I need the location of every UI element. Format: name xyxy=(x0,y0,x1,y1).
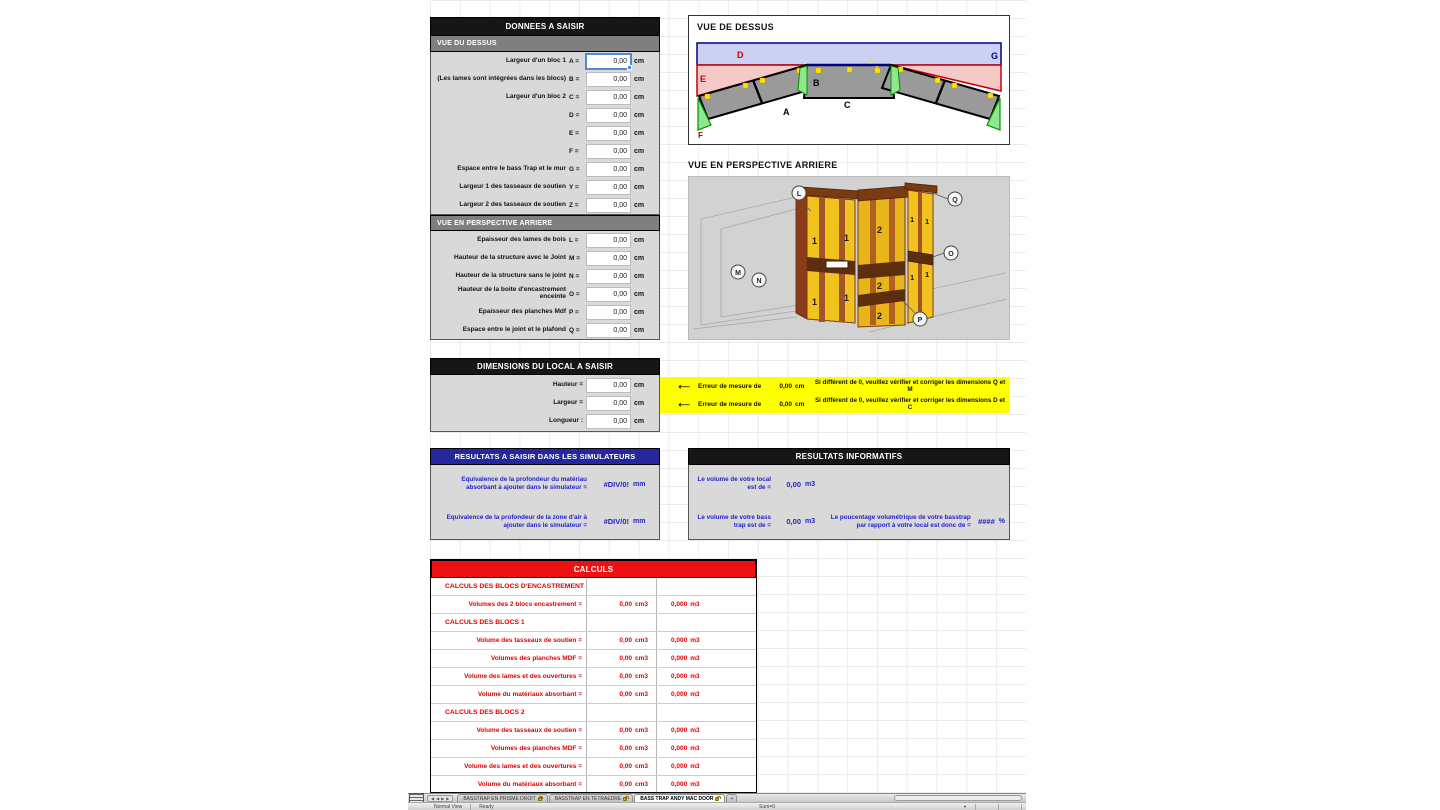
input-cell-M[interactable]: 0,00 xyxy=(586,251,631,266)
row-letter: Y = xyxy=(569,183,579,191)
row-unit: cm xyxy=(634,399,645,407)
panel-number: 1 xyxy=(925,217,930,226)
row-label: Espace entre le joint et le plafond xyxy=(462,325,566,333)
input-cell-P[interactable]: 0,00 xyxy=(586,305,631,320)
info-extra-label: Le poucentage volumétrique de votre basstrap par rapport à votre local est donc de = xyxy=(830,513,971,529)
calc-value-m3: 0,000 xyxy=(671,673,688,680)
calculs-section xyxy=(430,559,757,795)
calc-label: Volume des lames et des ouvertures = xyxy=(431,758,587,775)
label-G: G xyxy=(991,51,999,61)
row-label: Hauteur de la structure sans le joint xyxy=(455,271,566,279)
lock-icon xyxy=(538,797,542,801)
input-cell-hauteur[interactable]: 0,00 xyxy=(586,378,631,393)
row-label: Epaisseur des lames de bois xyxy=(477,235,566,243)
calc-unit-cm3: cm3 xyxy=(634,691,648,698)
callout-L: L xyxy=(796,191,802,198)
row-unit: cm xyxy=(634,75,645,83)
calc-unit-m3: m3 xyxy=(690,655,700,662)
row-unit: cm xyxy=(634,147,645,155)
input-cell-Y[interactable]: 0,00 xyxy=(586,180,631,195)
warning-unit: cm xyxy=(795,382,805,390)
perspective-title: VUE EN PERSPECTIVE ARRIERE xyxy=(688,160,838,170)
row-label: Hauteur de la structure avec le Joint xyxy=(454,253,566,261)
calc-value-m3: 0,000 xyxy=(671,780,688,788)
result-unit: mm xyxy=(633,480,646,488)
tab-label: BASS TRAP ANDY MAC DOOR xyxy=(640,795,714,802)
input-cell-N[interactable]: 0,00 xyxy=(586,269,631,284)
row-unit: cm xyxy=(634,183,645,191)
input-cell-Z[interactable]: 0,00 xyxy=(586,198,631,213)
calc-value-row xyxy=(431,776,756,794)
row-unit: cm xyxy=(634,129,645,137)
tab-navigation-buttons[interactable] xyxy=(427,795,453,802)
row-label: Hauteur de la boite d'encastrement enceinte xyxy=(457,286,566,300)
lock-icon xyxy=(623,797,627,801)
dim-row-largeur xyxy=(431,394,659,412)
row-unit: cm xyxy=(634,417,645,425)
calc-value-cm3: 0,00 xyxy=(619,691,632,698)
form-row-M xyxy=(431,249,659,267)
calc-section-label: CALCULS DES BLOCS 2 xyxy=(431,704,587,721)
panel-number: 2 xyxy=(877,225,883,235)
panel-number: 1 xyxy=(910,273,915,282)
calc-unit-cm3: cm3 xyxy=(634,727,648,734)
calc-unit-m3: m3 xyxy=(690,745,700,752)
calc-value-cm3: 0,00 xyxy=(619,673,632,680)
tab-label: BASSTRAP EN PRISME DROIT xyxy=(463,795,536,802)
calc-unit-m3: m3 xyxy=(690,601,700,608)
info-label: Le volume de votre local est de = xyxy=(697,476,771,491)
resultats-info-header: RESULTATS INFORMATIFS xyxy=(688,448,1010,465)
row-letter: N = xyxy=(569,272,580,280)
row-letter: G = xyxy=(569,165,580,173)
calc-value-cm3: 0,00 xyxy=(619,745,632,752)
form-row-L xyxy=(431,231,659,249)
info-value: 0,00 xyxy=(786,479,801,489)
panel-number: 1 xyxy=(844,293,850,303)
row-label: Largeur 1 des tasseaux de soutien xyxy=(459,182,566,190)
input-cell-longueur[interactable]: 0,00 xyxy=(586,414,631,429)
calc-value-row xyxy=(431,596,756,614)
label-C: C xyxy=(844,100,851,110)
warning-row-QM xyxy=(660,377,1010,395)
calc-unit-cm3: cm3 xyxy=(634,673,648,680)
calc-value-cm3: 0,00 xyxy=(619,780,632,788)
tab-bass-trap-andy-mac-door[interactable] xyxy=(634,794,725,802)
tab-basstrap-tetraedre[interactable] xyxy=(549,794,634,802)
sum-indicator: Sum=0 xyxy=(759,803,776,810)
calc-value-m3: 0,000 xyxy=(671,763,688,770)
row-label: Largeur d'un bloc 1 xyxy=(505,56,566,64)
add-sheet-tab[interactable] xyxy=(726,794,737,802)
calc-value-m3: 0,000 xyxy=(671,727,688,734)
top-view-diagram xyxy=(689,38,1009,144)
info-extra-value: #### xyxy=(978,517,995,526)
callout-N: N xyxy=(756,278,762,285)
input-cell-Q[interactable]: 0,00 xyxy=(586,323,631,338)
row-unit: cm xyxy=(634,290,645,298)
left-arrow-icon: ⟵ xyxy=(678,381,690,391)
input-cell-G[interactable]: 0,00 xyxy=(586,162,631,177)
top-view-title: VUE DE DESSUS xyxy=(697,22,774,32)
info-value: 0,00 xyxy=(786,517,801,526)
form-row-C xyxy=(431,88,659,106)
view-mode-label[interactable]: Normal View xyxy=(434,803,463,810)
warning-unit: cm xyxy=(795,400,805,408)
form-row-N xyxy=(431,267,659,285)
callout-O: O xyxy=(948,251,954,258)
calc-unit-m3: m3 xyxy=(690,637,700,644)
label-Z: Z xyxy=(875,66,879,72)
perspective-diagram xyxy=(689,177,1009,339)
row-letter: E = xyxy=(569,129,579,137)
add-sheet-icon: + xyxy=(730,795,734,802)
row-letter: B = xyxy=(569,75,580,83)
label-B: B xyxy=(813,78,820,88)
form-row-D xyxy=(431,106,659,124)
row-unit: cm xyxy=(634,272,645,280)
panel-number: 1 xyxy=(812,236,818,246)
row-unit: cm xyxy=(634,326,645,334)
row-label: Largeur = xyxy=(553,398,583,406)
row-label: Largeur 2 des tasseaux de soutien xyxy=(459,200,566,208)
label-D: D xyxy=(737,50,744,60)
calc-value-cm3: 0,00 xyxy=(619,655,632,662)
calc-value-cm3: 0,00 xyxy=(619,727,632,734)
label-A: A xyxy=(783,107,790,117)
info-unit: m3 xyxy=(805,518,816,525)
result-value: #DIV/0! xyxy=(603,517,629,526)
input-cell-A[interactable]: 0,00 xyxy=(586,54,631,69)
form-row-P xyxy=(431,303,659,321)
calc-unit-cm3: cm3 xyxy=(634,637,648,644)
panel-number: 1 xyxy=(925,270,930,279)
row-letter: Z = xyxy=(569,201,579,209)
ready-status: Ready xyxy=(479,803,494,810)
resultats-simulateurs-section xyxy=(430,448,660,540)
row-unit: cm xyxy=(634,381,645,389)
warning-message: Si différent de 0, veuillez vérifier et corriger les dimensions D et C xyxy=(814,397,1006,411)
tab-basstrap-prisme-droit[interactable] xyxy=(457,794,547,802)
calc-value-m3: 0,000 xyxy=(671,745,688,752)
panel-number: 1 xyxy=(910,215,915,224)
calc-unit-m3: m3 xyxy=(690,763,700,770)
calc-label: Volume des tasseaux de soutien = xyxy=(431,632,587,649)
calc-value-row xyxy=(431,632,756,650)
label-Y: Y xyxy=(870,60,874,66)
calc-unit-cm3: cm3 xyxy=(634,745,648,752)
row-letter: A = xyxy=(569,57,580,65)
panel-number: 1 xyxy=(812,297,818,307)
warning-label: Erreur de mesure de xyxy=(698,382,762,390)
info-row-basstrap xyxy=(693,503,1005,540)
callout-M: M xyxy=(735,270,741,277)
result-row-materiau xyxy=(437,465,653,503)
row-letter: P = xyxy=(569,308,579,316)
callout-Q: Q xyxy=(952,197,958,204)
row-letter: C = xyxy=(569,93,580,101)
form-row-A xyxy=(431,52,659,70)
calc-value-m3: 0,000 xyxy=(671,655,688,662)
calc-value-row xyxy=(431,668,756,686)
calc-value-cm3: 0,00 xyxy=(619,637,632,644)
calc-label: Volume des lames et des ouvertures = xyxy=(431,668,587,685)
calculs-header: CALCULS xyxy=(431,560,756,578)
calc-section-label: CALCULS DES BLOCS D'ENCASTREMENT xyxy=(431,578,587,595)
calc-value-row xyxy=(431,650,756,668)
calc-label: Volume des tasseaux de soutien = xyxy=(431,722,587,739)
form-row-Z xyxy=(431,196,659,214)
form-row-Q xyxy=(431,321,659,339)
input-cell-largeur[interactable]: 0,00 xyxy=(586,396,631,411)
first-sheet-icon[interactable]: ◀ xyxy=(431,795,435,801)
sum-dropdown-icon[interactable]: ▼ xyxy=(963,804,967,809)
calc-value-row xyxy=(431,686,756,704)
calc-section-label: CALCULS DES BLOCS 1 xyxy=(431,614,587,631)
row-unit: cm xyxy=(634,57,645,65)
info-label: Le volume de votre bass trap est de = xyxy=(697,513,771,529)
warnings-block xyxy=(660,377,1010,413)
calc-unit-m3: m3 xyxy=(690,673,700,680)
input-cell-O[interactable]: 0,00 xyxy=(586,287,631,302)
warning-label: Erreur de mesure de xyxy=(698,400,762,408)
calc-unit-cm3: cm3 xyxy=(634,655,648,662)
calc-value-cm3: 0,00 xyxy=(619,601,632,608)
row-letter: L = xyxy=(569,236,579,244)
calc-section-row xyxy=(431,704,756,722)
prev-sheet-icon[interactable]: ◀ xyxy=(436,795,440,801)
input-cell-F[interactable]: 0,00 xyxy=(586,144,631,159)
input-cell-L[interactable]: 0,00 xyxy=(586,233,631,248)
left-arrow-icon: ⟵ xyxy=(678,399,690,409)
row-label: Longueur : xyxy=(549,416,583,424)
calc-value-m3: 0,000 xyxy=(671,637,688,644)
calc-section-row xyxy=(431,614,756,632)
row-label: Largeur d'un bloc 2 xyxy=(505,92,566,100)
calc-value-m3: 0,000 xyxy=(671,601,688,608)
row-unit: cm xyxy=(634,254,645,262)
info-extra-unit: % xyxy=(998,518,1005,525)
dim-row-hauteur xyxy=(431,376,659,394)
calc-label: Volumes des 2 blocs encastrement = xyxy=(431,596,587,613)
input-cell-C[interactable]: 0,00 xyxy=(586,90,631,105)
row-label: Espace entre le bass Trap et le mur xyxy=(457,164,566,172)
row-unit: cm xyxy=(634,236,645,244)
result-unit: mm xyxy=(633,518,646,525)
warning-value: 0,00 xyxy=(779,382,792,390)
dimensions-header: DIMENSIONS DU LOCAL A SAISIR xyxy=(430,358,660,375)
row-letter: D = xyxy=(569,111,580,119)
row-label: Epaisseur des planches Mdf xyxy=(478,307,566,315)
horizontal-scrollbar[interactable] xyxy=(894,795,1022,801)
calc-unit-m3: m3 xyxy=(690,727,700,734)
form-row-E xyxy=(431,124,659,142)
warning-message: Si différent de 0, veuillez vérifier et corriger les dimensions Q et M xyxy=(814,379,1006,393)
donnees-a-saisir-section xyxy=(430,17,660,340)
form-row-Y xyxy=(431,178,659,196)
dimensions-local-section xyxy=(430,358,660,432)
resultats-informatifs-section xyxy=(688,448,1010,540)
info-row-local xyxy=(693,465,1005,503)
input-cell-D[interactable]: 0,00 xyxy=(586,108,631,123)
calc-label: Volumes des planches MDF = xyxy=(431,650,587,667)
status-bar xyxy=(408,802,1026,810)
callout-P: P xyxy=(917,317,923,324)
tab-label: BASSTRAP EN TETRAEDRE xyxy=(554,795,622,802)
calc-label: Volume du matériaux absorbant = xyxy=(431,686,587,703)
donnees-header: DONNEES A SAISIR xyxy=(430,17,660,36)
resultats-sim-header: RESULTATS A SAISIR DANS LES SIMULATEURS xyxy=(430,448,660,465)
panel-number: 2 xyxy=(877,281,883,291)
warning-row-DC xyxy=(660,395,1010,413)
panel-number: 2 xyxy=(877,311,883,321)
row-letter: M = xyxy=(569,254,581,262)
row-unit: cm xyxy=(634,111,645,119)
form-row-B xyxy=(431,70,659,88)
row-label: (Les lames sont intégrées dans les blocs) xyxy=(437,74,566,82)
row-letter: F = xyxy=(569,147,579,155)
row-letter: O = xyxy=(569,290,580,298)
result-label: Equivalence de la profondeur du matériau absorbant à ajouter dans le simulateur = xyxy=(461,476,587,491)
row-letter: Q = xyxy=(569,326,580,334)
calc-unit-cm3: cm3 xyxy=(634,601,648,608)
result-row-zone-air xyxy=(437,503,653,540)
vue-de-dessus-panel xyxy=(688,15,1010,145)
vue-perspective-subheader: VUE EN PERSPECTIVE ARRIERE xyxy=(430,215,660,231)
calc-label: Volumes des planches MDF = xyxy=(431,740,587,757)
calc-value-row xyxy=(431,758,756,776)
form-row-O xyxy=(431,285,659,303)
calc-section-row xyxy=(431,578,756,596)
warning-value: 0,00 xyxy=(779,400,792,408)
calc-unit-cm3: cm3 xyxy=(634,763,648,770)
form-row-G xyxy=(431,160,659,178)
last-sheet-icon[interactable]: ▶ xyxy=(446,795,450,801)
result-label: Equivalence de la profondeur de la zone d'air à ajouter dans le simulateur = xyxy=(446,513,587,529)
calc-value-cm3: 0,00 xyxy=(619,763,632,770)
sheet-tab-bar xyxy=(408,793,1026,802)
row-unit: cm xyxy=(634,308,645,316)
vue-du-dessus-subheader: VUE DU DESSUS xyxy=(430,36,660,52)
info-unit: m3 xyxy=(805,480,816,488)
input-cell-E[interactable]: 0,00 xyxy=(586,126,631,141)
row-unit: cm xyxy=(634,93,645,101)
input-cell-B[interactable]: 0,00 xyxy=(586,72,631,87)
result-value: #DIV/0! xyxy=(603,479,629,489)
calc-value-row xyxy=(431,740,756,758)
calc-unit-m3: m3 xyxy=(690,691,700,698)
calc-value-row xyxy=(431,722,756,740)
dim-row-longueur xyxy=(431,412,659,430)
form-row-F xyxy=(431,142,659,160)
calc-label: Volume du matériaux absorbant = xyxy=(431,776,587,792)
lock-icon xyxy=(715,797,719,801)
perspective-image xyxy=(688,176,1010,340)
calc-unit-m3: m3 xyxy=(690,780,700,788)
panel-number: 1 xyxy=(844,233,850,243)
label-F: F xyxy=(698,131,703,140)
label-E: E xyxy=(700,74,707,84)
calc-value-m3: 0,000 xyxy=(671,691,688,698)
calc-unit-cm3: cm3 xyxy=(634,780,648,788)
row-unit: cm xyxy=(634,165,645,173)
row-unit: cm xyxy=(634,201,645,209)
row-label: Hauteur = xyxy=(552,380,583,388)
next-sheet-icon[interactable]: ▶ xyxy=(441,795,445,801)
